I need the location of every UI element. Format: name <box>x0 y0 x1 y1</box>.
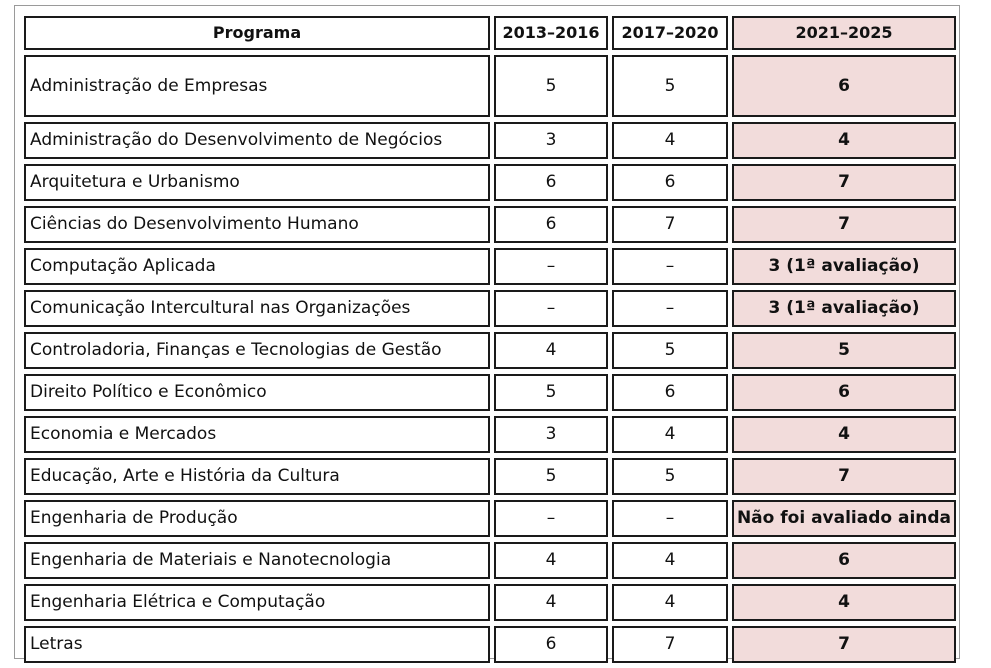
grade-2017-2020: 5 <box>612 332 728 369</box>
grade-2017-2020: 6 <box>612 164 728 201</box>
grade-2017-2020: 5 <box>612 458 728 495</box>
header-programa: Programa <box>24 16 490 50</box>
grade-2013-2016: – <box>494 290 608 327</box>
grade-2021-2025: 6 <box>732 55 956 117</box>
grade-2017-2020: 4 <box>612 416 728 453</box>
table-row <box>24 584 956 621</box>
grade-2017-2020: 7 <box>612 206 728 243</box>
grade-2013-2016: 5 <box>494 55 608 117</box>
grade-2021-2025: 7 <box>732 458 956 495</box>
table-row <box>24 542 956 579</box>
header-2021-2025: 2021–2025 <box>732 16 956 50</box>
header-2013-2016: 2013–2016 <box>494 16 608 50</box>
grade-2017-2020: – <box>612 500 728 537</box>
table-row <box>24 416 956 453</box>
table-row <box>24 500 956 537</box>
grade-2017-2020: 4 <box>612 542 728 579</box>
grade-2013-2016: 6 <box>494 626 608 663</box>
header-2017-2020: 2017–2020 <box>612 16 728 50</box>
grade-2013-2016: 5 <box>494 458 608 495</box>
grade-2017-2020: 7 <box>612 626 728 663</box>
program-name: Controladoria, Finanças e Tecnologias de Gestão <box>24 332 490 369</box>
grade-2021-2025: 7 <box>732 206 956 243</box>
grade-2017-2020: – <box>612 290 728 327</box>
program-name: Direito Político e Econômico <box>24 374 490 411</box>
program-name: Comunicação Intercultural nas Organizações <box>24 290 490 327</box>
grade-2013-2016: 4 <box>494 332 608 369</box>
program-name: Economia e Mercados <box>24 416 490 453</box>
grade-2017-2020: 5 <box>612 55 728 117</box>
grade-2013-2016: – <box>494 500 608 537</box>
grade-2013-2016: 6 <box>494 206 608 243</box>
grade-2021-2025: 7 <box>732 626 956 663</box>
table-row <box>24 290 956 327</box>
grade-2013-2016: – <box>494 248 608 285</box>
program-name: Educação, Arte e História da Cultura <box>24 458 490 495</box>
grade-2013-2016: 3 <box>494 416 608 453</box>
grade-2021-2025: 5 <box>732 332 956 369</box>
program-name: Engenharia Elétrica e Computação <box>24 584 490 621</box>
grade-2021-2025: 4 <box>732 584 956 621</box>
table-header-row <box>24 16 956 50</box>
program-name: Arquitetura e Urbanismo <box>24 164 490 201</box>
grade-2021-2025: 4 <box>732 416 956 453</box>
table-row <box>24 332 956 369</box>
table-row <box>24 626 956 663</box>
grade-2013-2016: 4 <box>494 584 608 621</box>
grade-2017-2020: 6 <box>612 374 728 411</box>
grade-2021-2025: 3 (1ª avaliação) <box>732 290 956 327</box>
grade-2021-2025: 6 <box>732 542 956 579</box>
program-name: Ciências do Desenvolvimento Humano <box>24 206 490 243</box>
program-name: Administração do Desenvolvimento de Negócios <box>24 122 490 159</box>
program-name: Letras <box>24 626 490 663</box>
table-row <box>24 55 956 117</box>
grade-2013-2016: 4 <box>494 542 608 579</box>
grade-2017-2020: 4 <box>612 122 728 159</box>
grade-2017-2020: 4 <box>612 584 728 621</box>
grade-2021-2025: 6 <box>732 374 956 411</box>
program-name: Administração de Empresas <box>24 55 490 117</box>
table-row <box>24 458 956 495</box>
program-name: Computação Aplicada <box>24 248 490 285</box>
grade-2021-2025: 4 <box>732 122 956 159</box>
grade-2021-2025: Não foi avaliado ainda <box>732 500 956 537</box>
grade-2017-2020: – <box>612 248 728 285</box>
table-row <box>24 374 956 411</box>
grade-2013-2016: 6 <box>494 164 608 201</box>
table-row <box>24 206 956 243</box>
grade-2021-2025: 7 <box>732 164 956 201</box>
table-row <box>24 122 956 159</box>
grade-2013-2016: 3 <box>494 122 608 159</box>
program-grades-table <box>20 11 960 668</box>
grade-2013-2016: 5 <box>494 374 608 411</box>
table-row <box>24 248 956 285</box>
program-name: Engenharia de Materiais e Nanotecnologia <box>24 542 490 579</box>
grade-2021-2025: 3 (1ª avaliação) <box>732 248 956 285</box>
program-name: Engenharia de Produção <box>24 500 490 537</box>
table-row <box>24 164 956 201</box>
